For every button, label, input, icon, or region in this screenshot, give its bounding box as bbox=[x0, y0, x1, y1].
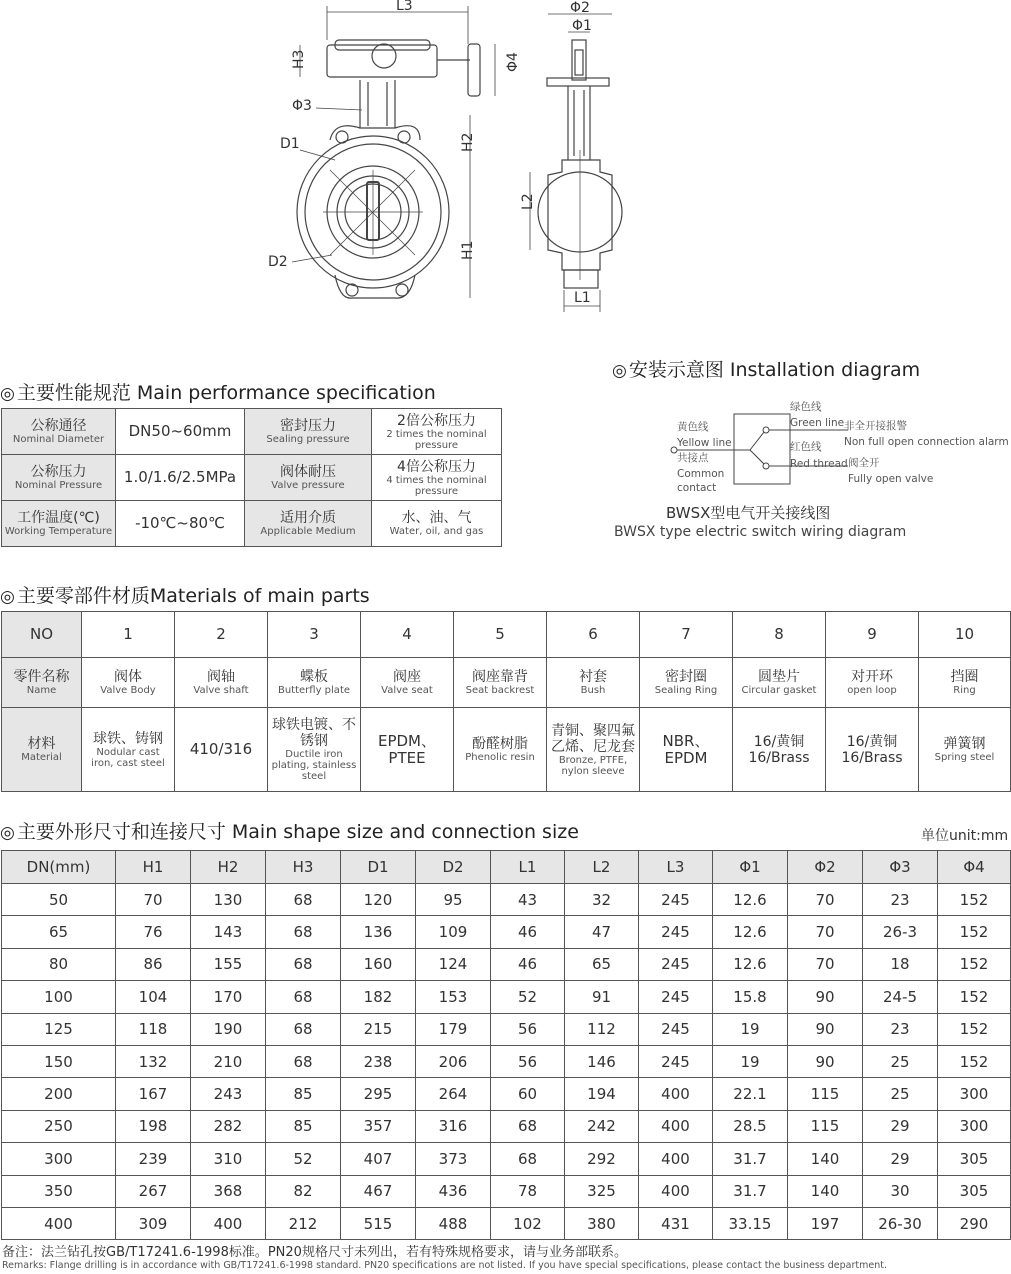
table-cell: 95 bbox=[416, 884, 491, 916]
performance-title-text: 主要性能规范 Main performance specification bbox=[16, 382, 436, 404]
table-cell: 245 bbox=[639, 916, 713, 948]
part-material: 16/黄铜 16/Brass bbox=[733, 708, 826, 792]
table-cell: 12.6 bbox=[713, 948, 788, 980]
table-cell: 215 bbox=[341, 1013, 416, 1045]
table-cell: 400 bbox=[639, 1143, 713, 1175]
part-no: 3 bbox=[268, 612, 361, 658]
table-cell: 267 bbox=[116, 1175, 191, 1207]
table-cell: 25 bbox=[863, 1045, 938, 1077]
table-cell: 52 bbox=[491, 981, 565, 1013]
table-cell: 12.6 bbox=[713, 916, 788, 948]
dim-label-phi4: Φ4 bbox=[505, 52, 521, 72]
installation-section-title bbox=[612, 355, 920, 382]
table-cell: 68 bbox=[266, 948, 341, 980]
table-cell: 24-5 bbox=[863, 981, 938, 1013]
table-cell: 290 bbox=[938, 1207, 1011, 1239]
table-cell: 400 bbox=[639, 1110, 713, 1142]
dim-label-phi1: Φ1 bbox=[572, 18, 592, 34]
table-row bbox=[2, 409, 502, 455]
table-cell: 292 bbox=[565, 1143, 639, 1175]
table-cell: 140 bbox=[788, 1143, 863, 1175]
red-line-en: Red thread bbox=[790, 458, 848, 470]
part-name: 阀轴 Valve shaft bbox=[175, 658, 268, 708]
materials-table bbox=[1, 611, 1011, 792]
table-cell: 198 bbox=[116, 1110, 191, 1142]
table-row bbox=[2, 981, 1011, 1013]
table-cell: 60 bbox=[491, 1078, 565, 1110]
table-cell: 100 bbox=[2, 981, 116, 1013]
table-row bbox=[2, 1045, 1011, 1077]
table-cell: 104 bbox=[116, 981, 191, 1013]
dim-label-H2: H2 bbox=[460, 132, 476, 152]
table-cell: 29 bbox=[863, 1110, 938, 1142]
table-cell: 90 bbox=[788, 1013, 863, 1045]
table-cell: 212 bbox=[266, 1207, 341, 1239]
table-cell: 136 bbox=[341, 916, 416, 948]
part-no: 1 bbox=[82, 612, 175, 658]
dim-label-phi3: Φ3 bbox=[292, 98, 312, 114]
table-cell: 245 bbox=[639, 884, 713, 916]
column-header: L3 bbox=[639, 851, 713, 884]
table-row bbox=[2, 1207, 1011, 1239]
column-header: L1 bbox=[491, 851, 565, 884]
table-cell: 70 bbox=[788, 916, 863, 948]
table-cell: 200 bbox=[2, 1078, 116, 1110]
table-cell: 109 bbox=[416, 916, 491, 948]
table-cell: 325 bbox=[565, 1175, 639, 1207]
spec-value: DN50~60mm bbox=[116, 409, 245, 455]
table-cell: 70 bbox=[788, 884, 863, 916]
table-cell: 152 bbox=[938, 916, 1011, 948]
table-cell: 206 bbox=[416, 1045, 491, 1077]
part-no: 9 bbox=[826, 612, 919, 658]
spec-key: 密封压力 Sealing pressure bbox=[245, 409, 372, 455]
table-cell: 194 bbox=[565, 1078, 639, 1110]
full-open-en: Fully open valve bbox=[848, 473, 934, 485]
alarm-label: 非全开接报警 bbox=[844, 420, 907, 432]
table-cell: 368 bbox=[191, 1175, 266, 1207]
table-cell: 56 bbox=[491, 1045, 565, 1077]
table-cell: 245 bbox=[639, 981, 713, 1013]
table-cell: 32 bbox=[565, 884, 639, 916]
table-cell: 125 bbox=[2, 1013, 116, 1045]
table-cell: 18 bbox=[863, 948, 938, 980]
spec-key: 适用介质 Applicable Medium bbox=[245, 501, 372, 547]
yellow-line-label: 黄色线 bbox=[677, 421, 709, 433]
part-material: 410/316 bbox=[175, 708, 268, 792]
spec-key: 公称通径 Nominal Diameter bbox=[2, 409, 116, 455]
table-cell: 65 bbox=[2, 916, 116, 948]
performance-section-title bbox=[0, 378, 436, 405]
table-cell: 68 bbox=[491, 1110, 565, 1142]
part-name: 阀座 Valve seat bbox=[361, 658, 454, 708]
table-cell: 380 bbox=[565, 1207, 639, 1239]
table-cell: 400 bbox=[639, 1078, 713, 1110]
column-header: Φ3 bbox=[863, 851, 938, 884]
table-cell: 118 bbox=[116, 1013, 191, 1045]
table-cell: 91 bbox=[565, 981, 639, 1013]
section-mark-icon: ◎ bbox=[0, 384, 15, 404]
part-material: 球铁电镀、不锈钢 Ductile iron plating, stainless steel bbox=[268, 708, 361, 792]
table-row bbox=[2, 884, 1011, 916]
table-cell: 152 bbox=[938, 1045, 1011, 1077]
table-cell: 25 bbox=[863, 1078, 938, 1110]
part-name: 圆垫片 Circular gasket bbox=[733, 658, 826, 708]
table-cell: 242 bbox=[565, 1110, 639, 1142]
table-cell: 68 bbox=[266, 981, 341, 1013]
materials-title-text: 主要零部件材质Materials of main parts bbox=[16, 585, 370, 607]
table-cell: 23 bbox=[863, 884, 938, 916]
table-cell: 152 bbox=[938, 1013, 1011, 1045]
part-material: 酚醛树脂 Phenolic resin bbox=[454, 708, 547, 792]
table-cell: 239 bbox=[116, 1143, 191, 1175]
table-cell: 309 bbox=[116, 1207, 191, 1239]
dim-label-H3: H3 bbox=[291, 49, 307, 69]
full-open-label: 阀全开 bbox=[848, 457, 880, 469]
dim-label-D2: D2 bbox=[268, 254, 288, 270]
table-row bbox=[2, 1078, 1011, 1110]
part-name: 蝶板 Butterfly plate bbox=[268, 658, 361, 708]
table-row bbox=[2, 1143, 1011, 1175]
installation-title-text: 安装示意图 Installation diagram bbox=[628, 359, 921, 381]
part-no: 5 bbox=[454, 612, 547, 658]
table-cell: 300 bbox=[2, 1143, 116, 1175]
part-material: 16/黄铜 16/Brass bbox=[826, 708, 919, 792]
part-name: 密封圈 Sealing Ring bbox=[640, 658, 733, 708]
spec-key: 阀体耐压 Valve pressure bbox=[245, 455, 372, 501]
common-contact-en2: contact bbox=[677, 482, 717, 494]
column-header: Φ1 bbox=[713, 851, 788, 884]
part-material: EPDM、PTEE bbox=[361, 708, 454, 792]
part-material: 弹簧钢 Spring steel bbox=[919, 708, 1011, 792]
table-cell: 152 bbox=[938, 948, 1011, 980]
table-cell: 146 bbox=[565, 1045, 639, 1077]
part-name: 阀座靠背 Seat backrest bbox=[454, 658, 547, 708]
dim-label-L2: L2 bbox=[520, 193, 536, 210]
table-row bbox=[2, 455, 502, 501]
table-cell: 70 bbox=[788, 948, 863, 980]
table-cell: 90 bbox=[788, 1045, 863, 1077]
table-cell: 238 bbox=[341, 1045, 416, 1077]
table-cell: 47 bbox=[565, 916, 639, 948]
valve-technical-drawing bbox=[0, 0, 1011, 340]
part-no: 4 bbox=[361, 612, 454, 658]
common-contact-en1: Common bbox=[677, 468, 725, 480]
column-header: H3 bbox=[266, 851, 341, 884]
table-cell: 140 bbox=[788, 1175, 863, 1207]
table-row bbox=[2, 501, 502, 547]
table-row bbox=[2, 1013, 1011, 1045]
table-cell: 350 bbox=[2, 1175, 116, 1207]
table-cell: 50 bbox=[2, 884, 116, 916]
table-cell: 19 bbox=[713, 1045, 788, 1077]
dimensions-section-title bbox=[0, 817, 579, 844]
column-header: D1 bbox=[341, 851, 416, 884]
table-cell: 56 bbox=[491, 1013, 565, 1045]
dimensions-table bbox=[1, 850, 1011, 1240]
table-cell: 85 bbox=[266, 1078, 341, 1110]
column-header: Φ4 bbox=[938, 851, 1011, 884]
green-line-label: 绿色线 bbox=[790, 401, 822, 413]
table-cell: 282 bbox=[191, 1110, 266, 1142]
column-header: Φ2 bbox=[788, 851, 863, 884]
table-cell: 400 bbox=[191, 1207, 266, 1239]
table-cell: 182 bbox=[341, 981, 416, 1013]
table-cell: 132 bbox=[116, 1045, 191, 1077]
table-cell: 310 bbox=[191, 1143, 266, 1175]
performance-table bbox=[1, 408, 502, 547]
green-line-en: Green line bbox=[790, 417, 845, 429]
name-header: 零件名称 Name bbox=[2, 658, 82, 708]
table-row bbox=[2, 708, 1011, 792]
table-cell: 400 bbox=[639, 1175, 713, 1207]
table-cell: 373 bbox=[416, 1143, 491, 1175]
part-material: NBR、EPDM bbox=[640, 708, 733, 792]
table-cell: 68 bbox=[266, 1013, 341, 1045]
part-material: 球铁、铸钢 Nodular cast iron, cast steel bbox=[82, 708, 175, 792]
table-cell: 46 bbox=[491, 916, 565, 948]
table-cell: 78 bbox=[491, 1175, 565, 1207]
table-cell: 245 bbox=[639, 1013, 713, 1045]
part-no: 6 bbox=[547, 612, 640, 658]
table-cell: 300 bbox=[938, 1078, 1011, 1110]
table-cell: 153 bbox=[416, 981, 491, 1013]
dim-label-D1: D1 bbox=[280, 136, 300, 152]
table-cell: 295 bbox=[341, 1078, 416, 1110]
column-header: H2 bbox=[191, 851, 266, 884]
yellow-line-en: Yellow line bbox=[677, 437, 732, 449]
table-cell: 179 bbox=[416, 1013, 491, 1045]
table-cell: 400 bbox=[2, 1207, 116, 1239]
table-cell: 431 bbox=[639, 1207, 713, 1239]
table-cell: 210 bbox=[191, 1045, 266, 1077]
spec-value: 4倍公称压力 4 times the nominal pressure bbox=[372, 455, 502, 501]
table-cell: 29 bbox=[863, 1143, 938, 1175]
part-name: 挡圈 Ring bbox=[919, 658, 1011, 708]
table-cell: 82 bbox=[266, 1175, 341, 1207]
part-name: 衬套 Bush bbox=[547, 658, 640, 708]
table-cell: 43 bbox=[491, 884, 565, 916]
part-no: 7 bbox=[640, 612, 733, 658]
table-cell: 70 bbox=[116, 884, 191, 916]
table-cell: 152 bbox=[938, 884, 1011, 916]
table-cell: 124 bbox=[416, 948, 491, 980]
spec-value: 2倍公称压力 2 times the nominal pressure bbox=[372, 409, 502, 455]
table-row bbox=[2, 612, 1011, 658]
table-row bbox=[2, 658, 1011, 708]
table-cell: 515 bbox=[341, 1207, 416, 1239]
table-row bbox=[2, 948, 1011, 980]
table-cell: 488 bbox=[416, 1207, 491, 1239]
spec-key: 工作温度(℃) Working Temperature bbox=[2, 501, 116, 547]
dim-label-H1: H1 bbox=[460, 240, 476, 260]
wiring-caption-en: BWSX type electric switch wiring diagram bbox=[614, 524, 907, 540]
table-cell: 467 bbox=[341, 1175, 416, 1207]
table-cell: 305 bbox=[938, 1175, 1011, 1207]
remarks-zh: 备注：法兰钻孔按GB/T17241.6-1998标准。PN20规格尺寸未列出，若有特殊规格要求，请与业务部联系。 bbox=[2, 1245, 627, 1260]
table-cell: 170 bbox=[191, 981, 266, 1013]
table-row bbox=[2, 1110, 1011, 1142]
table-cell: 86 bbox=[116, 948, 191, 980]
common-contact-label: 共接点 bbox=[677, 452, 709, 464]
unit-label: 单位unit:mm bbox=[921, 828, 1009, 844]
dim-label-phi2: Φ2 bbox=[570, 0, 590, 16]
table-header-row bbox=[2, 851, 1011, 884]
table-cell: 197 bbox=[788, 1207, 863, 1239]
table-cell: 12.6 bbox=[713, 884, 788, 916]
table-cell: 30 bbox=[863, 1175, 938, 1207]
table-cell: 68 bbox=[266, 1045, 341, 1077]
table-cell: 300 bbox=[938, 1110, 1011, 1142]
table-cell: 26-30 bbox=[863, 1207, 938, 1239]
spec-value: 水、油、气 Water, oil, and gas bbox=[372, 501, 502, 547]
table-cell: 305 bbox=[938, 1143, 1011, 1175]
table-cell: 68 bbox=[491, 1143, 565, 1175]
table-cell: 250 bbox=[2, 1110, 116, 1142]
table-cell: 76 bbox=[116, 916, 191, 948]
table-cell: 90 bbox=[788, 981, 863, 1013]
table-cell: 33.15 bbox=[713, 1207, 788, 1239]
table-cell: 19 bbox=[713, 1013, 788, 1045]
table-cell: 102 bbox=[491, 1207, 565, 1239]
table-cell: 112 bbox=[565, 1013, 639, 1045]
table-cell: 152 bbox=[938, 981, 1011, 1013]
table-cell: 243 bbox=[191, 1078, 266, 1110]
table-cell: 68 bbox=[266, 916, 341, 948]
table-cell: 120 bbox=[341, 884, 416, 916]
dim-label-L1: L1 bbox=[574, 290, 591, 306]
section-mark-icon: ◎ bbox=[612, 361, 627, 381]
table-cell: 167 bbox=[116, 1078, 191, 1110]
table-cell: 143 bbox=[191, 916, 266, 948]
wiring-caption-zh: BWSX型电气开关接线图 bbox=[666, 504, 831, 522]
table-cell: 150 bbox=[2, 1045, 116, 1077]
table-row bbox=[2, 916, 1011, 948]
table-cell: 130 bbox=[191, 884, 266, 916]
spec-key: 公称压力 Nominal Pressure bbox=[2, 455, 116, 501]
table-cell: 316 bbox=[416, 1110, 491, 1142]
table-cell: 264 bbox=[416, 1078, 491, 1110]
table-row bbox=[2, 1175, 1011, 1207]
materials-section-title bbox=[0, 581, 370, 608]
table-cell: 31.7 bbox=[713, 1143, 788, 1175]
column-header: L2 bbox=[565, 851, 639, 884]
column-header: D2 bbox=[416, 851, 491, 884]
spec-value: 1.0/1.6/2.5MPa bbox=[116, 455, 245, 501]
table-cell: 357 bbox=[341, 1110, 416, 1142]
table-cell: 190 bbox=[191, 1013, 266, 1045]
alarm-en: Non full open connection alarm bbox=[844, 436, 1009, 448]
table-cell: 407 bbox=[341, 1143, 416, 1175]
section-mark-icon: ◎ bbox=[0, 823, 15, 843]
table-cell: 28.5 bbox=[713, 1110, 788, 1142]
spec-value: -10℃~80℃ bbox=[116, 501, 245, 547]
dimensions-title-text: 主要外形尺寸和连接尺寸 Main shape size and connection size bbox=[16, 821, 579, 843]
column-header: H1 bbox=[116, 851, 191, 884]
table-cell: 155 bbox=[191, 948, 266, 980]
part-no: 10 bbox=[919, 612, 1011, 658]
table-cell: 85 bbox=[266, 1110, 341, 1142]
dim-label-L3: L3 bbox=[396, 0, 413, 14]
table-cell: 15.8 bbox=[713, 981, 788, 1013]
part-no: 8 bbox=[733, 612, 826, 658]
part-name: 阀体 Valve Body bbox=[82, 658, 175, 708]
material-header: 材料 Material bbox=[2, 708, 82, 792]
no-header: NO bbox=[2, 612, 82, 658]
column-header: DN(mm) bbox=[2, 851, 116, 884]
table-cell: 115 bbox=[788, 1078, 863, 1110]
table-cell: 65 bbox=[565, 948, 639, 980]
table-cell: 46 bbox=[491, 948, 565, 980]
table-cell: 23 bbox=[863, 1013, 938, 1045]
table-cell: 160 bbox=[341, 948, 416, 980]
table-cell: 26-3 bbox=[863, 916, 938, 948]
remarks-en: Remarks: Flange drilling is in accordance with GB/T17241.6-1998 standard. PN20 specifications are not listed. If you have special specifications, please contact the business department. bbox=[2, 1260, 887, 1271]
table-cell: 22.1 bbox=[713, 1078, 788, 1110]
red-line-label: 红色线 bbox=[790, 441, 822, 453]
table-cell: 68 bbox=[266, 884, 341, 916]
table-cell: 80 bbox=[2, 948, 116, 980]
table-cell: 245 bbox=[639, 948, 713, 980]
section-mark-icon: ◎ bbox=[0, 587, 15, 607]
part-no: 2 bbox=[175, 612, 268, 658]
table-cell: 115 bbox=[788, 1110, 863, 1142]
part-material: 青铜、聚四氟乙烯、尼龙套 Bronze, PTFE, nylon sleeve bbox=[547, 708, 640, 792]
table-cell: 245 bbox=[639, 1045, 713, 1077]
table-cell: 436 bbox=[416, 1175, 491, 1207]
table-cell: 52 bbox=[266, 1143, 341, 1175]
part-name: 对开环 open loop bbox=[826, 658, 919, 708]
table-cell: 31.7 bbox=[713, 1175, 788, 1207]
